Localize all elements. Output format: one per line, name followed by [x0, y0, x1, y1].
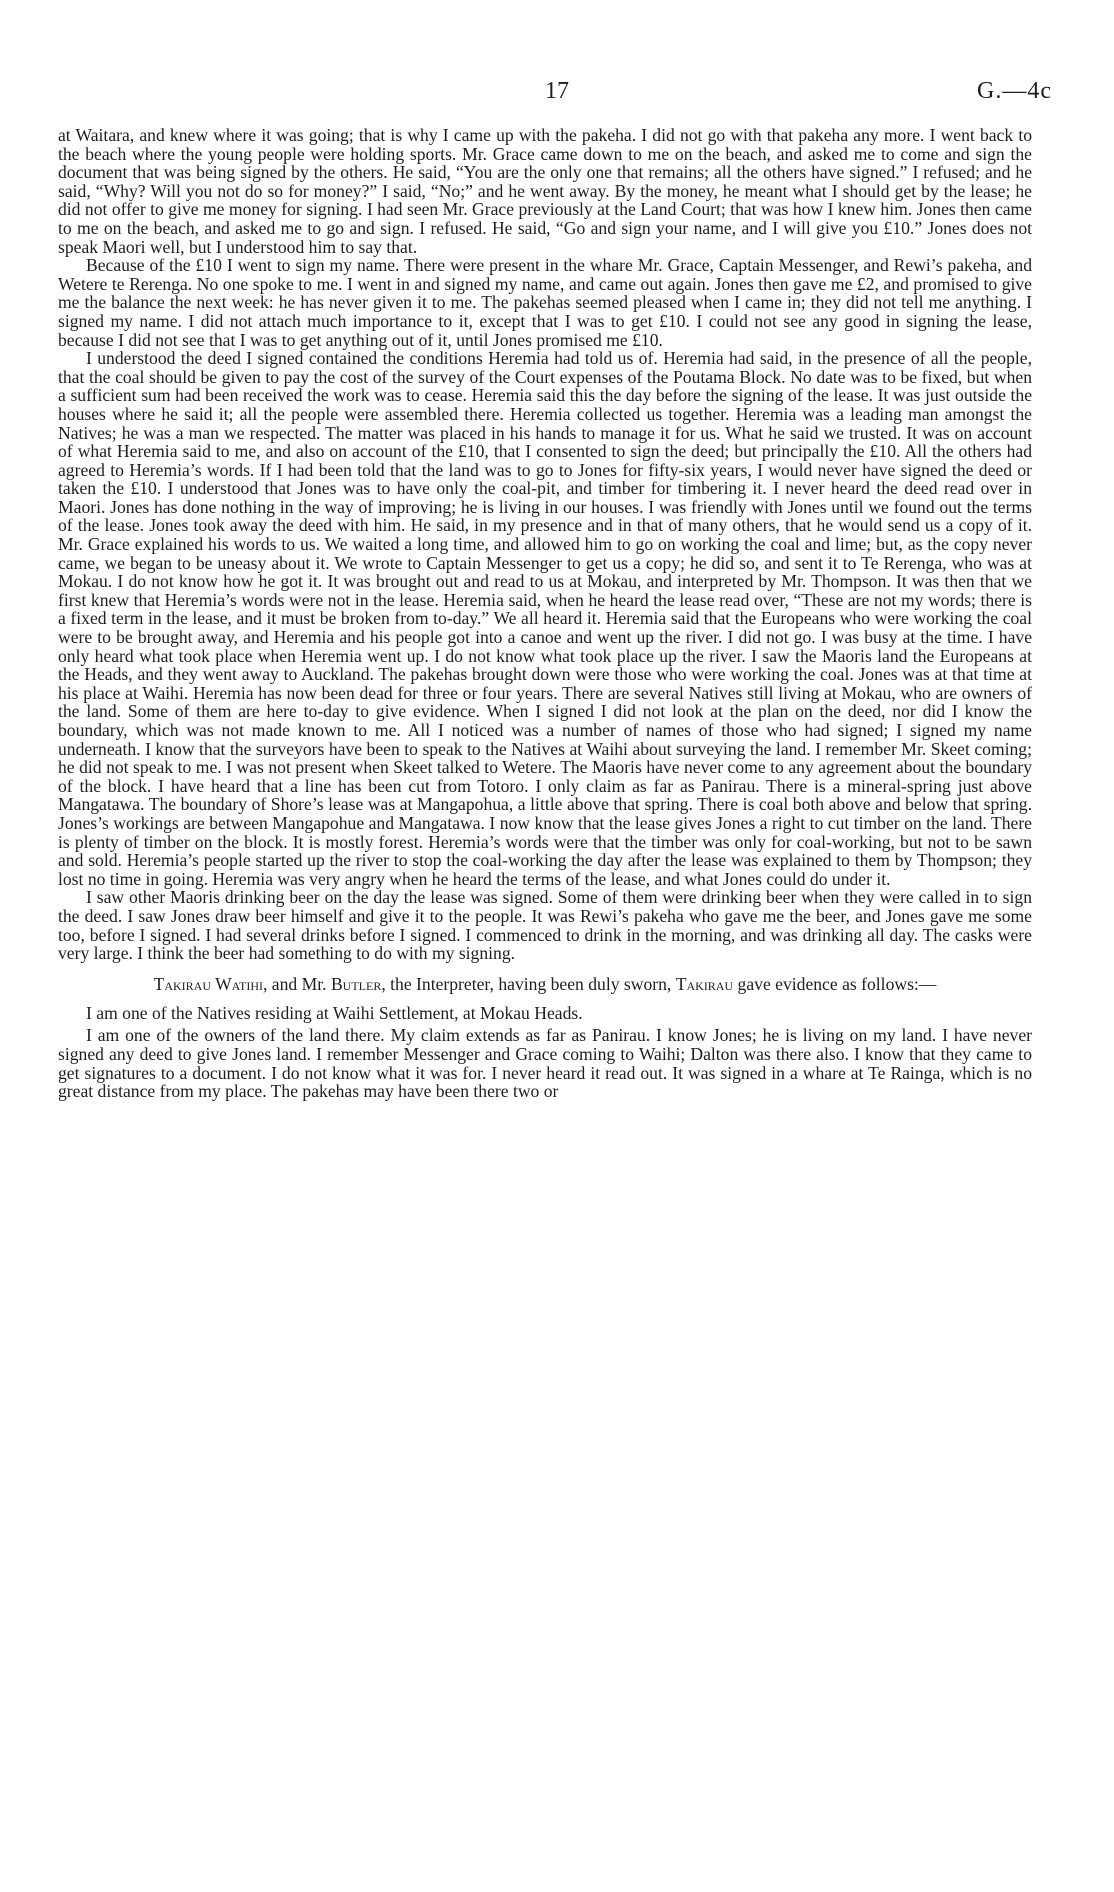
- page-number: 17: [545, 78, 569, 104]
- paragraph-beer: I saw other Maoris drinking beer on the day the lease was signed. Some of them were drinking beer when they were called in to sign the deed. I saw Jones draw beer himself and give it to the people. It was Rewi’s pakeha who gave me the beer, and Jones gave me some too, before I signed. I had several drinks before I signed. I commenced to drink in the morning, and was drinking all day. The casks were very large. I think the beer had something to do with my signing.: [58, 887, 1032, 964]
- paragraph-continued: at Waitara, and knew where it was going; that is why I came up with the pakeha. I did not go with that pakeha any more. I went back to the beach where the young people were holding sports. Mr. Grace came down to me on the beach, and asked me to come and sign the document that was being signed by the others. He said, “You are the only one that remains; all the others have signed.” I refused; and he said, “Why? Will you not do so for money?” I said, “No;” and he went away. By the money, he meant what I should get by the lease; he did not offer to give me money for signing. I had seen Mr. Grace previously at the Land Court; that was how I knew him. Jones then came to me on the beach, and asked me to go and sign. I refused. He said, “Go and sign your name, and I will give you £10.” Jones does not speak Maori well, but I understood him to say that.: [58, 125, 1032, 257]
- sworn-connector-2: , the Interpreter, having been duly sworn,: [381, 973, 676, 994]
- document-reference: G.—4c: [977, 78, 1052, 104]
- sworn-connector-3: gave evidence as follows:—: [733, 973, 937, 994]
- body-text: [58, 126, 1032, 1101]
- paragraph-deed-conditions: I understood the deed I signed contained the conditions Heremia had told us of. Heremia had said, in the presence of all the people, that the coal should be given to pay the cost of the survey of the Court expenses of the Poutama Block. No date was to be fixed, but when a sufficient sum had been received the work was to cease. Heremia said this the day before the signing of the lease. It was just outside the houses where he said it; all the people were assembled there. Heremia collected us together. Heremia was a leading man amongst the Natives; he was a man we respected. The matter was placed in his hands to manage it for us. What he said we trusted. It was on account of what Heremia said to me, and also on account of the £10, that I consented to sign the deed; but principally the £10. All the others had agreed to Heremia’s words. If I had been told that the land was to go to Jones for fifty-six years, I would never have signed the deed or taken the £10. I understood that Jones was to have only the coal-pit, and timber for timbering it. I never heard the deed read over in Maori. Jones has done nothing in the way of improving; he is living in our houses. I was friendly with Jones until we found out the terms of the lease. Jones took away the deed with him. He said, in my presence and in that of many others, that he would send us a copy of it. Mr. Grace explained his words to us. We waited a long time, and allowed him to go on working the coal and lime; but, as the copy never came, we began to be uneasy about it. We wrote to Captain Messenger to get us a copy; he did so, and sent it to Te Rerenga, who was at Mokau. I do not know how he got it. It was brought out and read to us at Mokau, and interpreted by Mr. Thompson. It was then that we first knew that Heremia’s words were not in the lease. Heremia said, when he heard the lease read over, “These are not my words; there is a fixed term in the lease, and it must be broken from to-day.” We all heard it. Heremia said that the Europeans who were working the coal were to be brought away, and Heremia and his people got into a canoe and went up the river. I did not go. I was busy at the time. I have only heard what took place when Heremia went up. I do not know what took place up the river. I saw the Maoris land the Europeans at the Heads, and they went away to Auckland. The pakehas brought down were those who were working the coal. Jones was at that time at his place at Waihi. Heremia has now been dead for three or four years. There are several Natives still living at Mokau, who are owners of the land. Some of them are here to-day to give evidence. When I signed I did not look at the plan on the deed, nor did I know the boundary, which was not made known to me. All I noticed was a number of names of those who had signed; I signed my name underneath. I know that the surveyors have been to speak to the Natives at Waihi about surveying the land. I remember Mr. Skeet coming; he did not speak to me. I was not present when Skeet talked to Wetere. The Maoris have never come to any agreement about the boundary of the block. I have heard that a line has been cut from Totoro. I only claim as far as Panirau. There is a mineral-spring just above Mangatawa. The boundary of Shore’s lease was at Mangapohua, a little above that spring. There is coal both above and below that spring. Jones’s workings are between Mangapohue and Mangatawa. I now know that the lease gives Jones a right to cut timber on the land. There is plenty of timber on the block. It is mostly forest. Heremia’s words were that the timber was only for coal-working, but not to be sawn and sold. Heremia’s people started up the river to stop the coal-working the day after the lease was explained to them by Thompson; they lost no time in going. Heremia was very angry when he heard the terms of the lease, and what Jones could do under it.: [58, 348, 1032, 889]
- sworn-connector-1: , and Mr.: [263, 973, 331, 994]
- witness-short-name: Takirau: [675, 973, 734, 994]
- paragraph-signing: Because of the £10 I went to sign my name. There were present in the whare Mr. Grace, Captain Messenger, and Rewi’s pakeha, and Wetere te Rerenga. No one spoke to me. I went in and signed my name, and came out again. Jones then gave me £2, and promised to give me the balance the next week: he has never given it to me. The pakehas seemed pleased when I came in; they did not tell me anything. I signed my name. I did not attach much importance to it, except that I was to get £10. I could not see any good in signing the lease, because I did not see that I was to get anything out of it, until Jones promised me £10.: [58, 255, 1032, 350]
- sworn-statement: [94, 975, 996, 994]
- evidence-intro: I am one of the Natives residing at Waihi Settlement, at Mokau Heads.: [86, 1002, 583, 1023]
- page-header: [56, 78, 1058, 108]
- evidence-paragraph: I am one of the owners of the land there. My claim extends as far as Panirau. I know Jones; he is living on my land. I have never signed any deed to give Jones land. I remember Messenger and Grace coming to Waihi; Dalton was there also. I know that they came to get signatures to a document. I do not know what it was for. I never heard it read out. It was signed in a whare at Te Rainga, which is no great distance from my place. The pakehas may have been there two or: [58, 1025, 1032, 1102]
- witness-name: Takirau Watihi: [153, 973, 263, 994]
- interpreter-name: Butler: [330, 973, 382, 994]
